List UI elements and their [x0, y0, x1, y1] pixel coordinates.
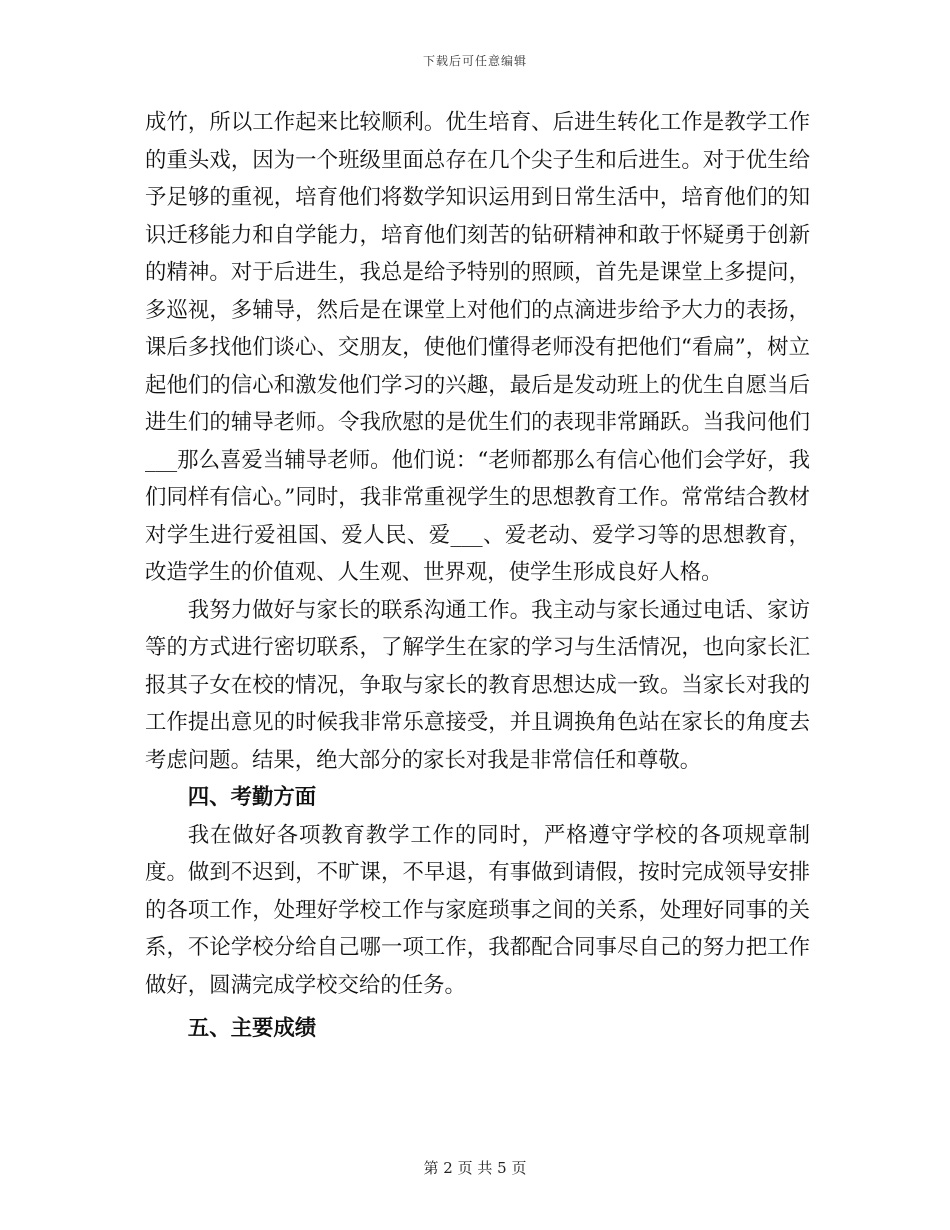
section-heading-attendance: 四、考勤方面 [187, 785, 317, 810]
body-paragraph-1: 成竹，所以工作起来比较顺利。优生培育、后进生转化工作是教学工作的重头戏，因为一个班级里面总存在几个尖子生和后进生。对于优生给予足够的重视，培育他们将数学知识运用到日常生活中，培育他们的知识迁移能力和自学能力，培育他们刻苦的钻研精神和敢于怀疑勇于创新的精神。对于后进生，我总是给予特别的照顾，首先是课堂上多提问，多巡视，多辅导，然后是在课堂上对他们的点滴进步给予大力的表扬，课后多找他们谈心、交朋友，使他们懂得老师没有把他们“看扁”，树立起他们的信心和激发他们学习的兴趣，最后是发动班上的优生自愿当后进生们的辅导老师。令我欣慰的是优生们的表现非常踊跃。当我问他们___那么喜爱当辅导老师。他们说：“老师都那么有信心他们会学好，我们同样有信心。”同时，我非常重视学生的思想教育工作。常常结合教材对学生进行爱祖国、爱人民、爱___、爱老动、爱学习等的思想教育，改造学生的价值观、人生观、世界观，使学生形成良好人格。 [145, 110, 810, 585]
page-number: 第 2 页 共 5 页 [423, 1159, 527, 1177]
body-paragraph-3: 我在做好各项教育教学工作的同时，严格遵守学校的各项规章制度。做到不迟到，不旷课，不早退，有事做到请假，按时完成领导安排的各项工作，处理好学校工作与家庭琐事之间的关系，处理好同事的关系，不论学校分给自己哪一项工作，我都配合同事尽自己的努力把工作做好，圆满完成学校交给的任务。 [145, 822, 810, 998]
body-paragraph-2: 我努力做好与家长的联系沟通工作。我主动与家长通过电话、家访等的方式进行密切联系，了解学生在家的学习与生活情况，也向家长汇报其子女在校的情况，争取与家长的教育思想达成一致。当家长对我的工作提出意见的时候我非常乐意接受，并且调换角色站在家长的角度去考虑问题。结果，绝大部分的家长对我是非常信任和尊敬。 [145, 597, 810, 773]
section-heading-achievements: 五、主要成绩 [187, 1016, 317, 1041]
document-body [145, 104, 810, 1048]
page-header: 下载后可任意编辑 [422, 54, 527, 68]
